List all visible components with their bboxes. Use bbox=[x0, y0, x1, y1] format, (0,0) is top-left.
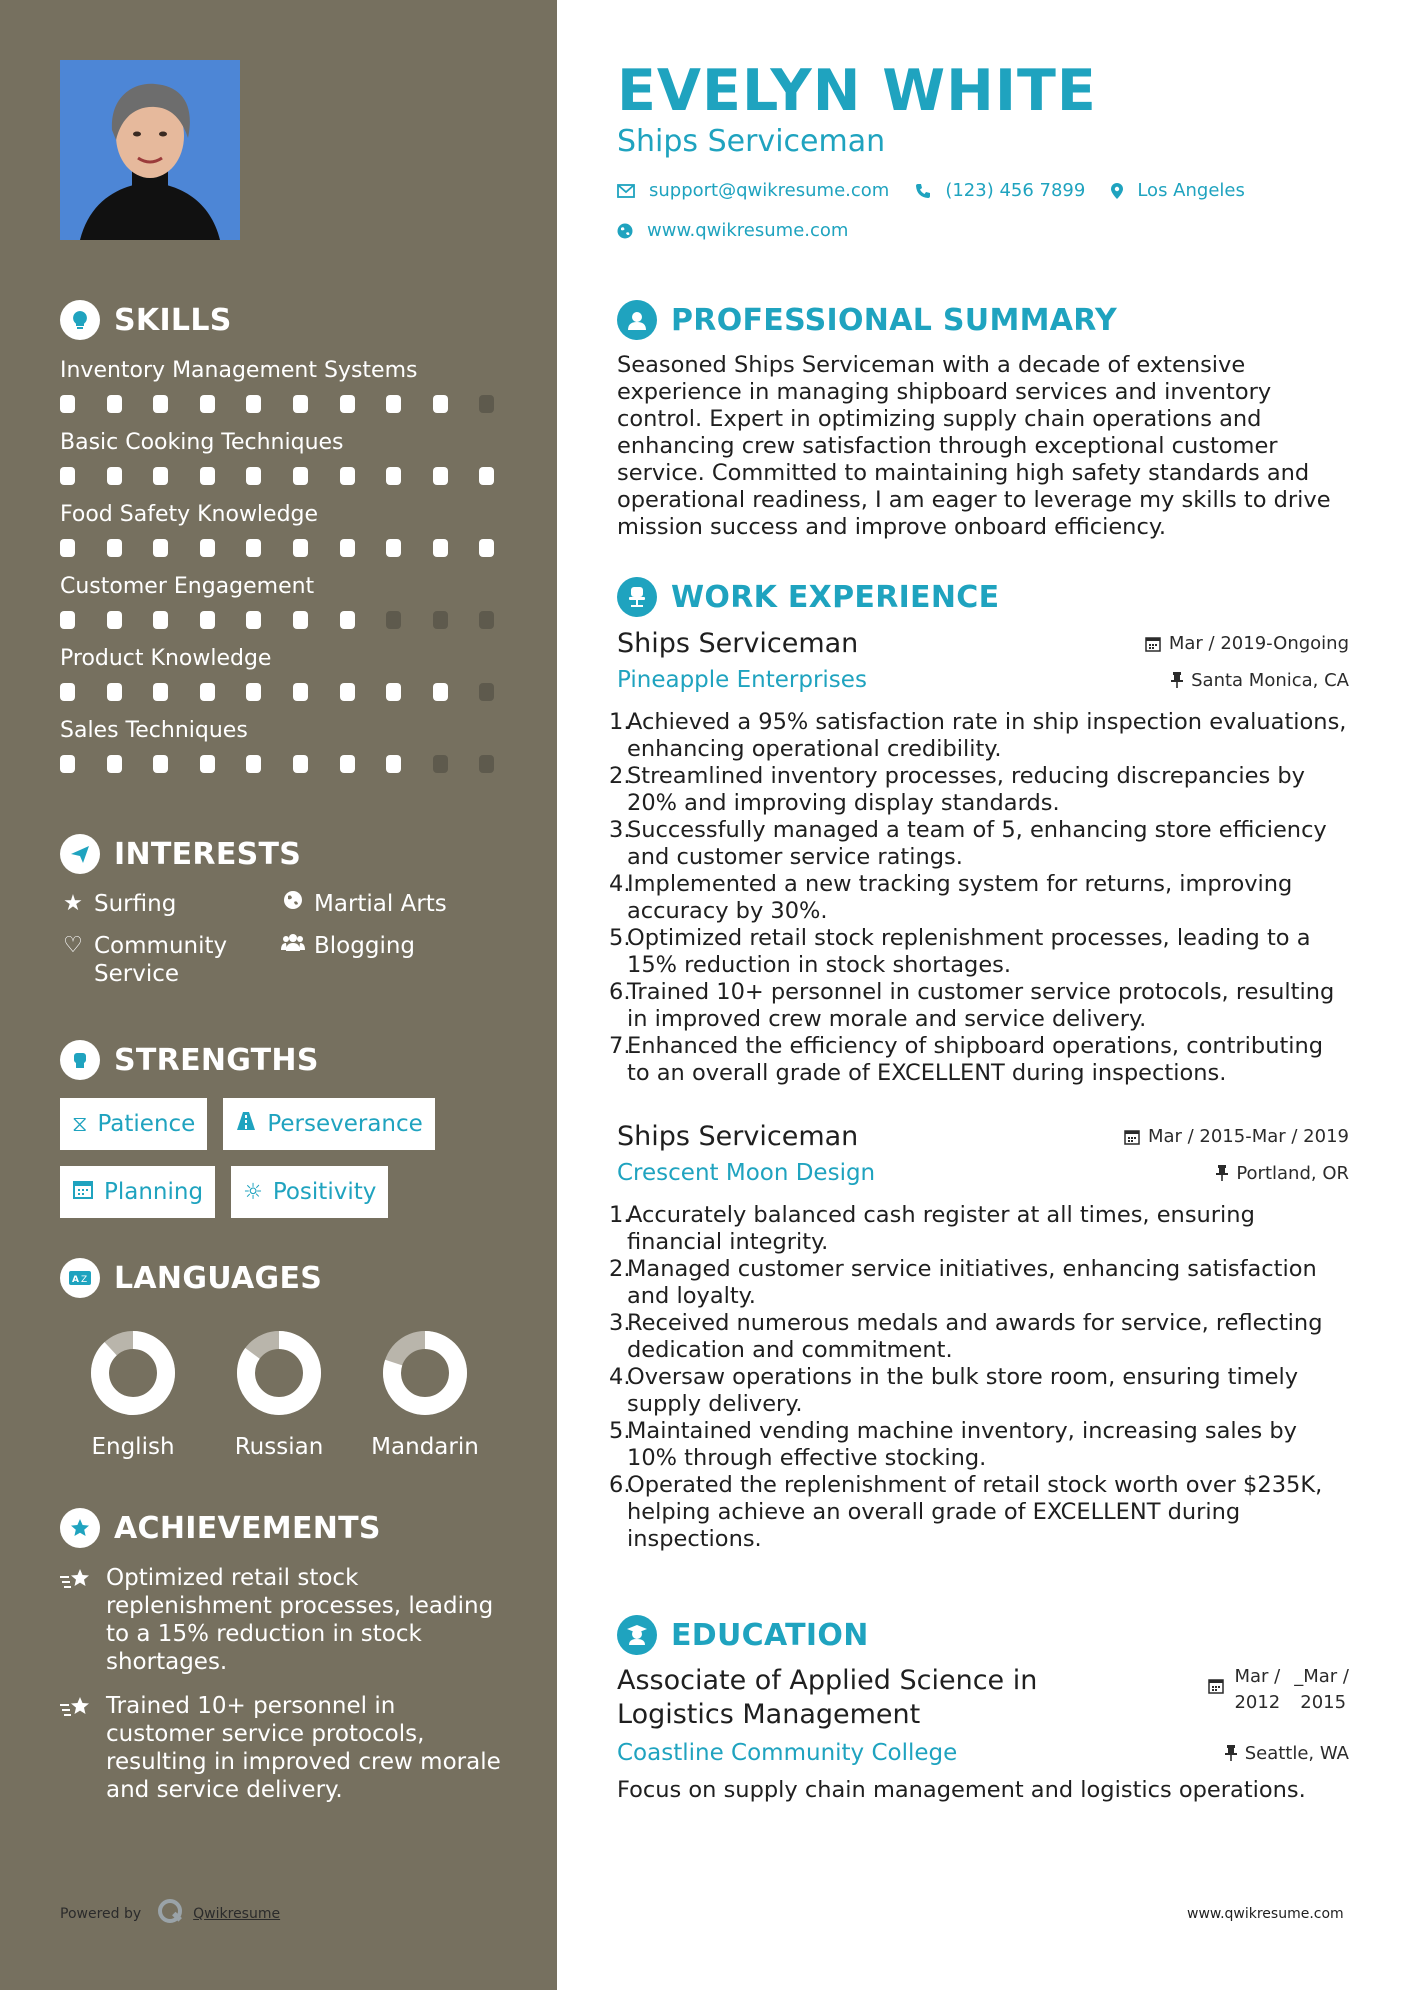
language-item bbox=[352, 1330, 498, 1460]
job-bullet: 2. Managed customer service initiatives, enhancing satisfaction and loyalty. bbox=[609, 1256, 1317, 1309]
achievement-item: Trained 10+ personnel in customer service protocols, resulting in improved crew morale and service delivery. bbox=[60, 1692, 510, 1804]
skills-section bbox=[60, 298, 510, 774]
job-location: Portland, OR bbox=[1216, 1163, 1349, 1184]
shooting-star-icon bbox=[60, 1694, 94, 1804]
rating-dot bbox=[153, 611, 168, 629]
phone-icon bbox=[915, 183, 931, 199]
interests-list bbox=[60, 890, 510, 988]
profile-photo bbox=[60, 60, 240, 240]
globe-icon bbox=[617, 223, 633, 239]
skill-item bbox=[60, 716, 510, 774]
language-icon bbox=[60, 1258, 100, 1298]
job-company: Pineapple Enterprises bbox=[617, 667, 867, 693]
rating-dot bbox=[293, 611, 308, 629]
summary-heading: PROFESSIONAL SUMMARY bbox=[617, 298, 1117, 342]
rating-dot bbox=[153, 755, 168, 773]
skill-name: Customer Engagement bbox=[60, 574, 315, 599]
interests-section bbox=[60, 832, 510, 988]
experience-heading: WORK EXPERIENCE bbox=[617, 575, 999, 619]
rating-dot bbox=[293, 539, 308, 557]
skill-item bbox=[60, 644, 510, 702]
language-ring bbox=[90, 1330, 176, 1416]
rating-dot bbox=[107, 611, 122, 629]
job-dates: Mar / 2015-Mar / 2019 bbox=[1124, 1126, 1349, 1147]
pushpin-icon bbox=[1171, 672, 1183, 688]
map-pin-icon bbox=[1111, 183, 1123, 199]
skill-rating bbox=[60, 754, 510, 774]
qwikresume-logo-icon bbox=[157, 1898, 185, 1930]
job-bullet: 5. Optimized retail stock replenishment processes, leading to a 15% reduction in stock shortages. bbox=[609, 925, 1311, 978]
school-name: Coastline Community College bbox=[617, 1740, 958, 1766]
job-entry bbox=[609, 628, 1349, 1087]
rating-dot bbox=[60, 539, 75, 557]
rating-dot bbox=[340, 395, 355, 413]
rating-dot bbox=[479, 755, 494, 773]
skill-name: Sales Techniques bbox=[60, 718, 248, 743]
skill-item bbox=[60, 356, 510, 414]
strength-badge: ⧖ Patience bbox=[60, 1098, 207, 1150]
powered-by: Powered by Qwikresume bbox=[60, 1898, 280, 1930]
strengths-section bbox=[60, 1038, 510, 1218]
skill-rating bbox=[60, 538, 510, 558]
rating-dot bbox=[153, 395, 168, 413]
skill-name: Inventory Management Systems bbox=[60, 358, 418, 383]
rating-dot bbox=[153, 467, 168, 485]
users-icon bbox=[280, 932, 306, 960]
rating-dot bbox=[153, 539, 168, 557]
achievement-item: Optimized retail stock replenishment processes, leading to a 15% reduction in stock shortages. bbox=[60, 1564, 510, 1676]
website-row bbox=[617, 220, 874, 241]
job-bullet: 1. Achieved a 95% satisfaction rate in ship inspection evaluations, enhancing operational credibility. bbox=[609, 709, 1347, 762]
rating-dot bbox=[200, 683, 215, 701]
rating-dot bbox=[479, 539, 494, 557]
calendar-icon bbox=[1145, 636, 1161, 652]
interest-item: Blogging bbox=[280, 932, 500, 988]
rating-dot bbox=[386, 611, 401, 629]
strengths-list bbox=[60, 1098, 510, 1218]
fist-icon bbox=[60, 1040, 100, 1080]
rating-dot bbox=[479, 467, 494, 485]
rating-dot bbox=[293, 395, 308, 413]
rating-dot bbox=[246, 755, 261, 773]
degree-title: Associate of Applied Science in bbox=[617, 1665, 1038, 1696]
rating-dot bbox=[479, 683, 494, 701]
job-bullet: 2. Streamlined inventory processes, reducing discrepancies by 20% and improving display standards. bbox=[609, 763, 1305, 816]
skill-item bbox=[60, 572, 510, 630]
rating-dot bbox=[386, 683, 401, 701]
rating-dot bbox=[340, 755, 355, 773]
skill-rating bbox=[60, 466, 510, 486]
award-star-icon bbox=[60, 1508, 100, 1548]
envelope-icon bbox=[617, 184, 635, 198]
strength-badge: Planning bbox=[60, 1166, 215, 1218]
qwikresume-link[interactable]: Qwikresume bbox=[193, 1906, 281, 1922]
rating-dot bbox=[246, 539, 261, 557]
strength-badge: ☼ Positivity bbox=[231, 1166, 388, 1218]
skill-item bbox=[60, 500, 510, 558]
user-icon bbox=[617, 300, 657, 340]
education-location: Seattle, WA bbox=[1225, 1743, 1349, 1764]
rating-dot bbox=[107, 683, 122, 701]
job-bullet: 1. Accurately balanced cash register at all times, ensuring financial integrity. bbox=[609, 1202, 1255, 1255]
rating-dot bbox=[433, 539, 448, 557]
job-bullet: 3. Received numerous medals and awards for service, reflecting dedication and commitment. bbox=[609, 1310, 1323, 1363]
job-title: Ships Serviceman bbox=[617, 628, 859, 659]
education-dates: Mar / 2012 _Mar / 2015 bbox=[1208, 1664, 1349, 1716]
phone-link[interactable]: (123) 456 7899 bbox=[945, 180, 1086, 201]
rating-dot bbox=[340, 683, 355, 701]
interest-item: ♡ Community Service bbox=[60, 932, 280, 988]
rating-dot bbox=[200, 539, 215, 557]
star-icon: ★ bbox=[63, 891, 83, 916]
interests-heading: INTERESTS bbox=[60, 832, 510, 876]
rating-dot bbox=[433, 755, 448, 773]
job-bullets bbox=[609, 1202, 1349, 1553]
rating-dot bbox=[433, 395, 448, 413]
skill-rating bbox=[60, 610, 510, 630]
ring-fill bbox=[100, 1340, 166, 1406]
rating-dot bbox=[293, 467, 308, 485]
degree-title-line2: Logistics Management bbox=[617, 1699, 921, 1730]
rating-dot bbox=[200, 467, 215, 485]
location-text: Los Angeles bbox=[1137, 180, 1245, 201]
job-bullet: 4. Implemented a new tracking system for returns, improving accuracy by 30%. bbox=[609, 871, 1293, 924]
skill-name: Food Safety Knowledge bbox=[60, 502, 319, 527]
job-title: Ships Serviceman bbox=[617, 1121, 859, 1152]
calendar-icon bbox=[1208, 1678, 1224, 1699]
rating-dot bbox=[246, 467, 261, 485]
skill-name: Basic Cooking Techniques bbox=[60, 430, 344, 455]
email-link[interactable]: support@qwikresume.com bbox=[649, 180, 890, 201]
svg-text:Z: Z bbox=[81, 1275, 88, 1285]
rating-dot bbox=[107, 395, 122, 413]
achievements-section bbox=[60, 1506, 510, 1804]
rating-dot bbox=[340, 467, 355, 485]
rating-dot bbox=[200, 611, 215, 629]
rating-dot bbox=[433, 683, 448, 701]
strengths-heading: STRENGTHS bbox=[60, 1038, 510, 1082]
lightbulb-icon bbox=[60, 300, 100, 340]
education-description: Focus on supply chain management and logistics operations. bbox=[617, 1777, 1306, 1803]
office-chair-icon bbox=[617, 577, 657, 617]
rating-dot bbox=[107, 539, 122, 557]
job-company: Crescent Moon Design bbox=[617, 1160, 876, 1186]
rating-dot bbox=[107, 467, 122, 485]
rating-dot bbox=[386, 539, 401, 557]
language-name: Mandarin bbox=[371, 1434, 479, 1460]
hourglass-icon: ⧖ bbox=[72, 1111, 88, 1137]
rating-dot bbox=[200, 755, 215, 773]
candidate-name: EVELYN WHITE bbox=[617, 58, 1097, 124]
pushpin-icon bbox=[1225, 1745, 1237, 1761]
rating-dot bbox=[340, 611, 355, 629]
skills-list bbox=[60, 356, 510, 774]
language-item bbox=[60, 1330, 206, 1460]
rating-dot bbox=[200, 395, 215, 413]
sidebar bbox=[0, 0, 557, 1990]
skills-heading: SKILLS bbox=[60, 298, 510, 342]
rating-dot bbox=[479, 611, 494, 629]
svg-text:A: A bbox=[72, 1275, 79, 1285]
language-item bbox=[206, 1330, 352, 1460]
rating-dot bbox=[60, 467, 75, 485]
skill-rating bbox=[60, 682, 510, 702]
education-heading: EDUCATION bbox=[617, 1613, 869, 1657]
languages-list bbox=[60, 1330, 510, 1460]
rating-dot bbox=[60, 755, 75, 773]
job-bullet: 5. Maintained vending machine inventory, increasing sales by 10% through effective stocking. bbox=[609, 1418, 1298, 1471]
rating-dot bbox=[107, 755, 122, 773]
job-bullet: 7. Enhanced the efficiency of shipboard operations, contributing to an overall grade of EXCELLENT during inspections. bbox=[609, 1033, 1324, 1086]
rating-dot bbox=[60, 683, 75, 701]
rating-dot bbox=[246, 395, 261, 413]
rating-dot bbox=[386, 755, 401, 773]
job-entry bbox=[609, 1121, 1349, 1553]
interest-item: ★ Surfing bbox=[60, 890, 280, 918]
job-bullets bbox=[609, 709, 1349, 1087]
language-ring bbox=[382, 1330, 468, 1416]
pushpin-icon bbox=[1216, 1165, 1228, 1181]
heart-icon: ♡ bbox=[63, 933, 83, 958]
job-bullet: 6. Trained 10+ personnel in customer service protocols, resulting in improved crew morale and service delivery. bbox=[609, 979, 1335, 1032]
job-location: Santa Monica, CA bbox=[1171, 670, 1349, 691]
sun-icon: ☼ bbox=[243, 1179, 263, 1205]
road-icon bbox=[235, 1111, 257, 1137]
summary-text: Seasoned Ships Serviceman with a decade of extensive experience in managing shipboard services and inventory control. Expert in optimizing supply chain operations and enhancing crew satisfaction through exceptional customer service. Committed to maintaining high safety standards and operational readiness, I am eager to leverage my skills to drive mission success and improve onboard efficiency. bbox=[617, 352, 1331, 540]
website-link[interactable]: www.qwikresume.com bbox=[647, 220, 849, 241]
education-entry bbox=[617, 1664, 1349, 1804]
language-name: English bbox=[91, 1434, 175, 1460]
languages-section bbox=[60, 1256, 510, 1460]
rating-dot bbox=[433, 467, 448, 485]
rating-dot bbox=[293, 683, 308, 701]
rating-dot bbox=[340, 539, 355, 557]
shooting-star-icon bbox=[60, 1566, 94, 1676]
calendar-icon bbox=[72, 1178, 94, 1206]
contact-row bbox=[617, 180, 1271, 201]
candidate-role: Ships Serviceman bbox=[617, 124, 886, 159]
rating-dot bbox=[293, 755, 308, 773]
rating-dot bbox=[246, 611, 261, 629]
language-ring bbox=[236, 1330, 322, 1416]
job-dates: Mar / 2019-Ongoing bbox=[1145, 633, 1349, 654]
skill-name: Product Knowledge bbox=[60, 646, 272, 671]
rating-dot bbox=[60, 611, 75, 629]
graduate-icon bbox=[617, 1615, 657, 1655]
interest-item: Martial Arts bbox=[280, 890, 500, 918]
rating-dot bbox=[386, 467, 401, 485]
rating-dot bbox=[479, 395, 494, 413]
language-name: Russian bbox=[234, 1434, 324, 1460]
rating-dot bbox=[386, 395, 401, 413]
rating-dot bbox=[60, 395, 75, 413]
job-bullet: 6. Operated the replenishment of retail stock worth over $235K, helping achieve an overall grade of EXCELLENT during inspections. bbox=[609, 1472, 1323, 1552]
calendar-icon bbox=[1124, 1129, 1140, 1145]
job-bullet: 3. Successfully managed a team of 5, enhancing store efficiency and customer service ratings. bbox=[609, 817, 1327, 870]
job-bullet: 4. Oversaw operations in the bulk store room, ensuring timely supply delivery. bbox=[609, 1364, 1299, 1417]
rating-dot bbox=[153, 683, 168, 701]
rating-dot bbox=[433, 611, 448, 629]
footer-url[interactable]: www.qwikresume.com bbox=[1187, 1906, 1344, 1922]
rating-dot bbox=[246, 683, 261, 701]
achievements-heading: ACHIEVEMENTS bbox=[60, 1506, 510, 1550]
languages-heading: A Z LANGUAGES bbox=[60, 1256, 510, 1300]
skill-item bbox=[60, 428, 510, 486]
strength-badge: Perseverance bbox=[223, 1098, 434, 1150]
paper-plane-icon bbox=[60, 834, 100, 874]
globe-icon bbox=[280, 890, 306, 918]
skill-rating bbox=[60, 394, 510, 414]
